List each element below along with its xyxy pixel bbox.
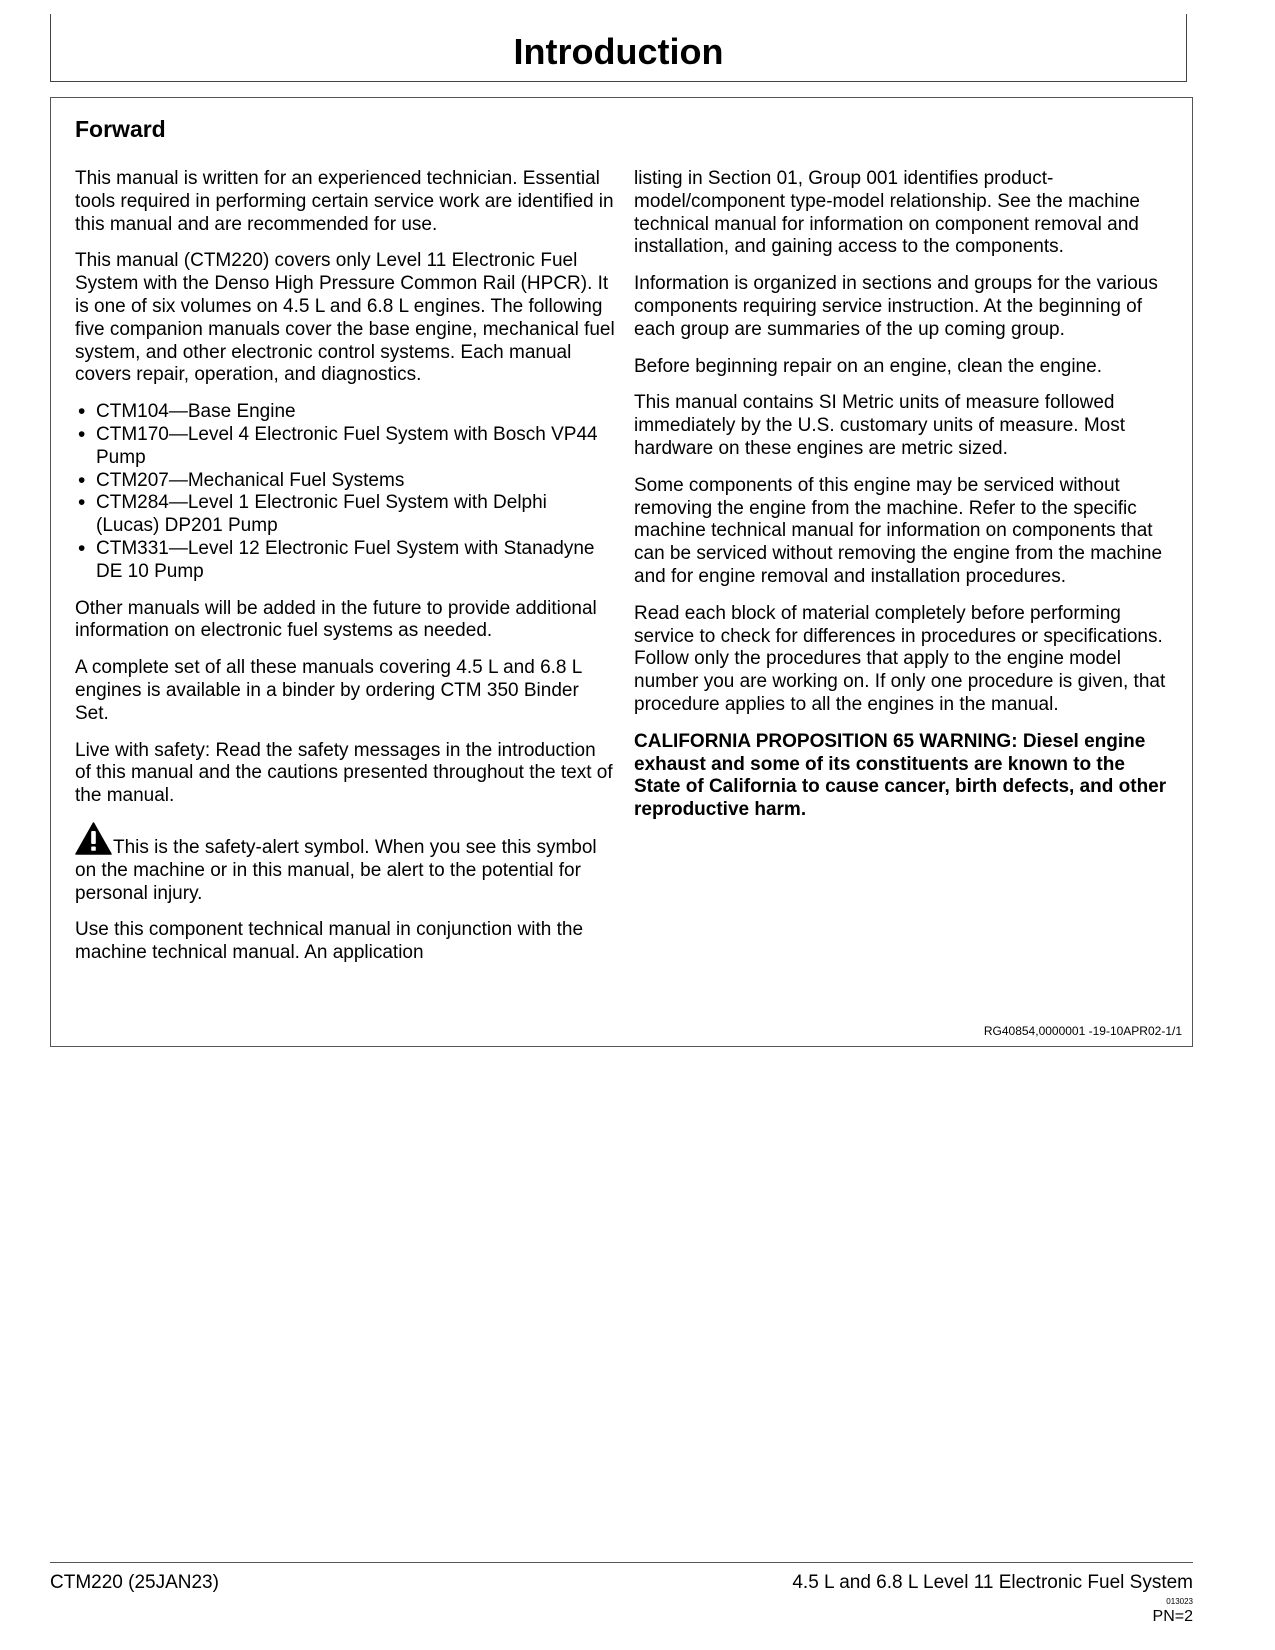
list-item: • CTM170—Level 4 Electronic Fuel System with Bosch VP44 Pump: [75, 424, 615, 470]
prop65-warning: CALIFORNIA PROPOSITION 65 WARNING: Diesel engine exhaust and some of its constituents are known to the State of California to cause cancer, birth defects, and other reproductive harm.: [634, 730, 1167, 821]
paragraph-organization: Information is organized in sections and groups for the various components requiring service instruction. At the beginning of each group are summaries of the up coming group.: [634, 273, 1158, 340]
safety-alert-paragraph: [75, 822, 615, 905]
paragraph-coverage: This manual (CTM220) covers only Level 11 Electronic Fuel System with the Denso High Pressure Common Rail (HPCR). It is one of six volumes on 4.5 L and 6.8 L engines. The following five companion manuals cover the base engine, mechanical fuel system, and other electronic control systems. Each manual covers repair, operation, and diagnostics.: [75, 250, 615, 386]
safety-alert-text: This is the safety-alert symbol. When you see this symbol on the machine or in this manual, be alert to the potential for personal injury.: [75, 836, 597, 904]
footer-code: 013023: [1166, 1597, 1193, 1606]
paragraph-intro: This manual is written for an experienced technician. Essential tools required in performing certain service work are identified in this manual and are recommended for use.: [75, 168, 614, 235]
paragraph-binder-set: A complete set of all these manuals covering 4.5 L and 6.8 L engines is available in a binder by ordering CTM 350 Binder Set.: [75, 657, 582, 724]
list-item: • CTM284—Level 1 Electronic Fuel System with Delphi (Lucas) DP201 Pump: [75, 492, 615, 538]
footer-divider: [50, 1562, 1193, 1563]
list-item: • CTM104—Base Engine: [75, 401, 615, 424]
paragraph-conjunction: Use this component technical manual in conjunction with the machine technical manual. An application: [75, 919, 584, 964]
footer-manual-title: 4.5 L and 6.8 L Level 11 Electronic Fuel System: [792, 1572, 1193, 1593]
paragraph-service-in-machine: Some components of this engine may be serviced without removing the engine from the machine. Refer to the specific machine technical manual for information on components that can be serviced without removing the engine from the machine and for engine removal and installation procedures.: [634, 474, 1163, 587]
forward-section: [50, 97, 1193, 1047]
paragraph-read-each-block: Read each block of material completely before performing service to check for differences in procedures or specifications. Follow only the procedures that apply to the engine model number you are working on. If only one procedure is given, that procedure applies to all the engines in the manual.: [634, 602, 1166, 715]
left-column: [75, 168, 615, 979]
paragraph-live-with-safety: Live with safety: Read the safety messages in the introduction of this manual and the cautions presented throughout the text of the manual.: [75, 739, 613, 807]
page-header: [50, 14, 1187, 82]
section-heading: Forward: [75, 116, 166, 142]
list-item: • CTM207—Mechanical Fuel Systems: [75, 470, 615, 493]
companion-manuals-list: [75, 401, 615, 583]
paragraph-units: This manual contains SI Metric units of measure followed immediately by the U.S. customary units of measure. Most hardware on these engines are metric sized.: [634, 392, 1126, 459]
footer-manual-id: CTM220 (25JAN23): [50, 1572, 219, 1593]
page-number: PN=2: [1152, 1608, 1193, 1625]
reference-code: RG40854,0000001 -19-10APR02-1/1: [983, 1024, 1182, 1038]
list-item: • CTM331—Level 12 Electronic Fuel System with Stanadyne DE 10 Pump: [75, 538, 615, 584]
paragraph-clean-engine: Before beginning repair on an engine, clean the engine.: [634, 355, 1102, 377]
safety-alert-icon: [75, 822, 112, 855]
paragraph-listing: listing in Section 01, Group 001 identifies product-model/component type-model relationship. See the machine technical manual for information on component removal and installation, and gaining access to the components.: [634, 168, 1140, 258]
right-column: [634, 168, 1169, 836]
paragraph-other-manuals: Other manuals will be added in the future to provide additional information on electronic fuel systems as needed.: [75, 597, 597, 642]
page-title: Introduction: [513, 31, 724, 72]
